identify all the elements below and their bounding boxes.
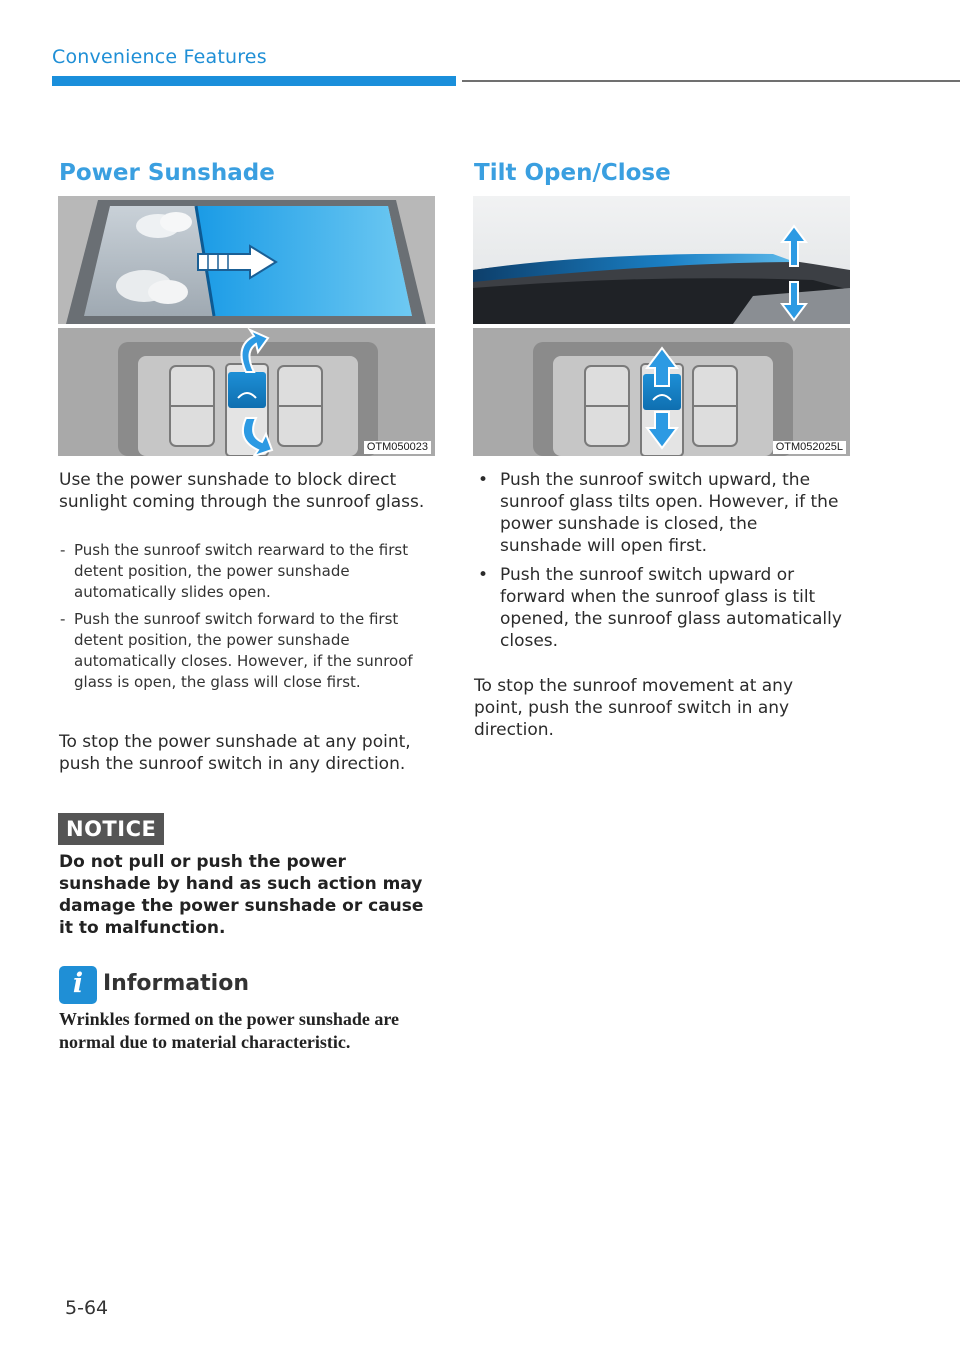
sunroof-switch: [228, 372, 266, 408]
list-item: • Push the sunroof switch upward, the sunroof glass tilts open. However, if the power sunshade is closed, the sunshade will open first.: [474, 469, 844, 557]
header-accent-bar: [52, 76, 456, 86]
tilt-figure: [473, 196, 850, 456]
power-sunshade-figure: [58, 196, 435, 456]
info-icon: i: [59, 966, 97, 1004]
sunshade-intro: Use the power sunshade to block direct sunlight coming through the sunroof glass.: [59, 470, 425, 512]
notice-text: Do not pull or push the power sunshade by hand as such action may damage the power sunshade or cause it to malfunction.: [59, 852, 424, 938]
list-item: • Push the sunroof switch upward or forward when the sunroof glass is tilt opened, the sunroof glass automatically closes.: [474, 564, 844, 652]
tilt-stop-text: To stop the sunroof movement at any point, push the sunroof switch in any direction.: [474, 676, 794, 740]
power-sunshade-illustration: [58, 196, 435, 456]
page-number: 5-64: [65, 1297, 109, 1319]
figure-code: OTM052025L: [773, 441, 846, 454]
information-text: Wrinkles formed on the power sunshade are normal due to material characteristic.: [59, 1009, 400, 1052]
power-sunshade-heading: Power Sunshade: [59, 160, 275, 186]
header-rule: [462, 80, 960, 82]
tilt-illustration: [473, 196, 850, 456]
running-header: Convenience Features: [52, 46, 267, 68]
tilt-open-close-heading: Tilt Open/Close: [474, 160, 671, 186]
list-item: - Push the sunroof switch rearward to the first detent position, the power sunshade automatically slides open.: [59, 540, 439, 603]
tilt-operation-list: [474, 469, 844, 659]
figure-code: OTM050023: [364, 441, 431, 454]
list-item: - Push the sunroof switch forward to the first detent position, the power sunshade automatically closes. However, if the sunroof glass is open, the glass will close first.: [59, 609, 439, 693]
sunshade-stop-text: To stop the power sunshade at any point, push the sunroof switch in any direction.: [59, 732, 411, 774]
notice-label: NOTICE: [58, 813, 164, 845]
sunshade-operation-list: [59, 540, 439, 699]
information-heading: Information: [103, 971, 249, 996]
